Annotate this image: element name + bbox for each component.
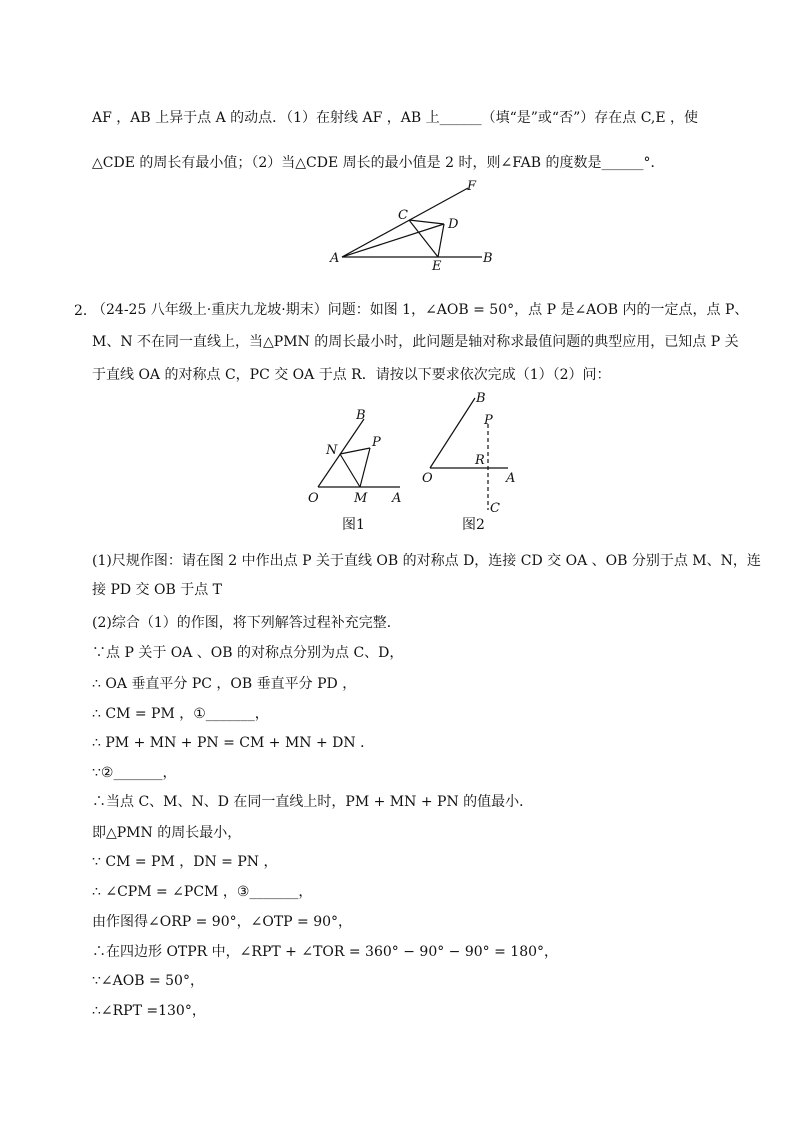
- text-line-18: 由作图得∠ORP = 90°，∠OTP = 90°，: [92, 914, 353, 930]
- text-line-9: ∵点 P 关于 OA 、OB 的对称点分别为点 C、D，: [92, 645, 404, 661]
- label-A: A: [330, 251, 340, 266]
- fig1-label-P: P: [372, 435, 381, 450]
- text-line-19: ∴在四边形 OTPR 中，∠RPT + ∠TOR = 360° − 90° − 90° = 180°，: [92, 944, 559, 960]
- text-line-7: 接 PD 交 OB 于点 T: [92, 582, 222, 598]
- text-line-6: (1)尺规作图：请在图 2 中作出点 P 关于直线 OB 的对称点 D，连接 CD 交 OA 、OB 分别于点 M、N，连: [92, 553, 761, 569]
- question-number: 2．: [74, 303, 97, 319]
- text-line-20: ∵∠AOB = 50°，: [92, 973, 204, 989]
- text-line-10: ∴ OA 垂直平分 PC ，OB 垂直平分 PD ，: [92, 676, 357, 692]
- text-line-8: (2)综合（1）的作图，将下列解答过程补充完整．: [92, 615, 401, 631]
- text-line-11: ∴ CM = PM ，①_______，: [92, 706, 269, 722]
- fig2-label-C: C: [490, 501, 500, 515]
- text-line-16: ∵ CM = PM ，DN = PN ，: [92, 854, 278, 870]
- label-D: D: [448, 217, 459, 232]
- fig2-label-A: A: [506, 471, 516, 486]
- fig1-label-N: N: [326, 443, 338, 458]
- fig2-label-O: O: [422, 471, 433, 486]
- label-C: C: [398, 208, 408, 223]
- text-line-12: ∴ PM + MN + PN = CM + MN + DN ．: [92, 735, 375, 751]
- figure-top: [320, 178, 510, 270]
- label-E: E: [432, 259, 442, 270]
- text-line-2: △CDE 的周长有最小值；（2）当△CDE 周长的最小值是 2 时，则∠FAB 的度数是______°．: [92, 155, 665, 171]
- figure-1-caption: 图1: [342, 517, 365, 533]
- figure-2-caption: 图2: [462, 517, 485, 533]
- text-line-21: ∴∠RPT =130°，: [92, 1003, 206, 1019]
- text-line-17: ∴ ∠CPM = ∠PCM ，③_______，: [92, 884, 313, 900]
- text-line-4: M、N 不在同一直线上，当△PMN 的周长最小时，此问题是轴对称求最值问题的典型应用，已知点 P 关: [92, 334, 739, 350]
- fig2-label-R: R: [475, 453, 485, 468]
- fig1-label-M: M: [354, 491, 368, 505]
- text-line-15: 即△PMN 的周长最小，: [92, 825, 242, 841]
- text-line-3: （24-25 八年级上·重庆九龙坡·期末）问题：如图 1，∠AOB = 50°，点 P 是∠AOB 内的一定点，点 P、: [92, 302, 749, 318]
- figure-2: [420, 390, 530, 515]
- fig2-label-B: B: [476, 391, 486, 406]
- label-F: F: [467, 179, 477, 194]
- text-line-1: AF ，AB 上异于点 A 的动点．（1）在射线 AF ，AB 上______（填“是”或“否”）存在点 C,E ，使: [92, 110, 699, 126]
- fig2-label-P: P: [484, 413, 493, 428]
- text-line-5: 于直线 OA 的对称点 C，PC 交 OA 于点 R．请按以下要求依次完成（1）（2）问：: [92, 367, 611, 383]
- fig1-label-A: A: [392, 491, 402, 505]
- fig1-label-O: O: [308, 491, 319, 505]
- text-line-13: ∵②_______，: [92, 765, 177, 781]
- label-B: B: [483, 251, 493, 266]
- text-line-14: ∴当点 C、M、N、D 在同一直线上时，PM + MN + PN 的值最小．: [92, 794, 534, 810]
- figure-1: [302, 405, 412, 505]
- fig1-label-B: B: [356, 408, 366, 423]
